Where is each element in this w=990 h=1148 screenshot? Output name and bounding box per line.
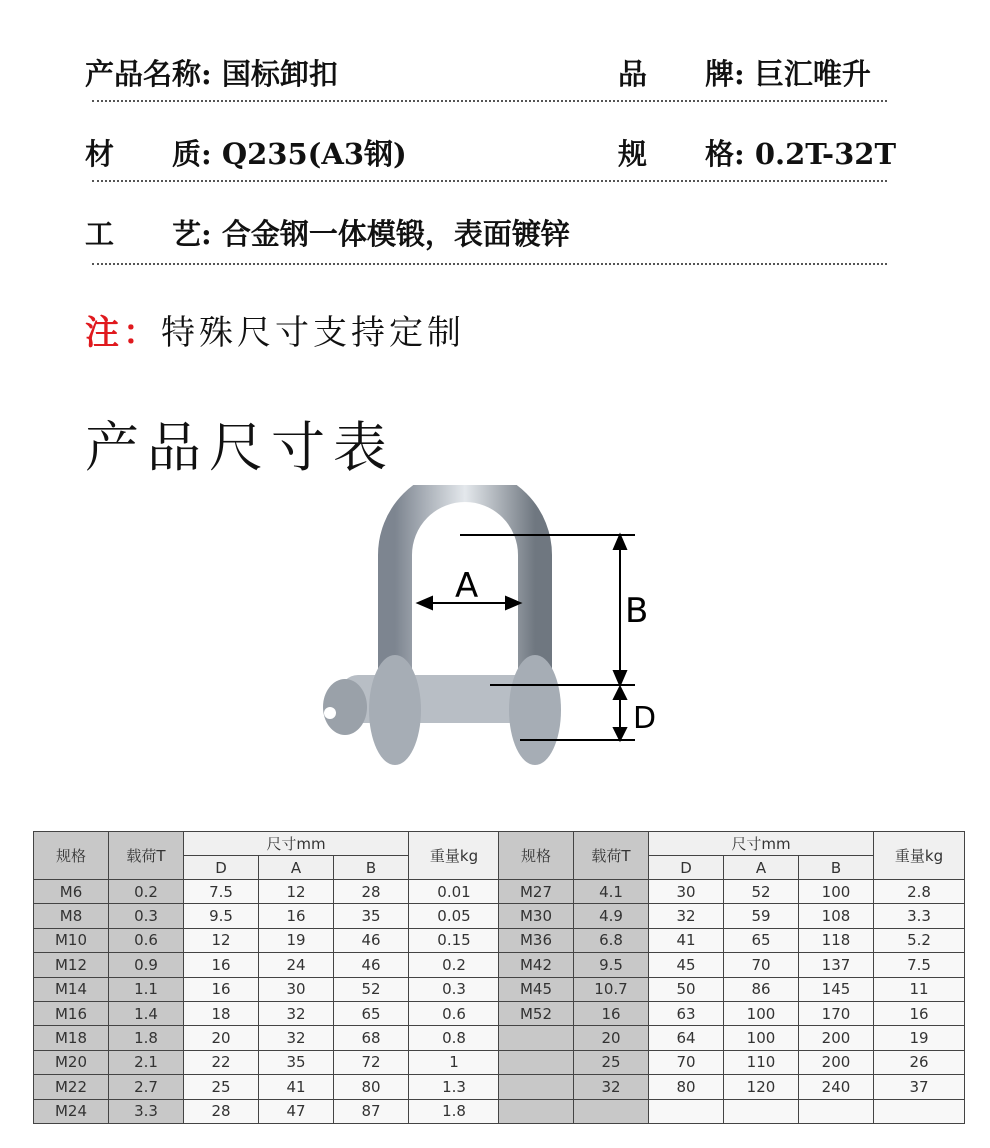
note xyxy=(85,305,465,354)
table-cell: 1.8 xyxy=(109,1026,184,1050)
table-row xyxy=(499,928,965,952)
pin-eye-icon xyxy=(323,679,367,735)
table-cell: 145 xyxy=(799,977,874,1001)
table-cell xyxy=(874,1099,965,1123)
table-cell: 0.3 xyxy=(409,977,500,1001)
table-cell: M42 xyxy=(499,953,574,977)
table-cell: M6 xyxy=(34,880,109,904)
table-cell: 18 xyxy=(184,1001,259,1025)
table-cell: 12 xyxy=(259,880,334,904)
table-row xyxy=(499,977,965,1001)
size-label: 规 格: xyxy=(618,137,745,171)
table-cell: 25 xyxy=(184,1075,259,1099)
note-text: 特殊尺寸支持定制 xyxy=(161,313,465,353)
table-cell: 0.3 xyxy=(109,904,184,928)
header-spec: 规格 xyxy=(34,832,109,880)
table-cell: M16 xyxy=(34,1001,109,1025)
table-row xyxy=(499,880,965,904)
table-cell: 47 xyxy=(259,1099,334,1123)
table-cell: 50 xyxy=(649,977,724,1001)
header-d: D xyxy=(649,856,724,880)
table-cell: 2.1 xyxy=(109,1050,184,1074)
table-cell: 4.9 xyxy=(574,904,649,928)
table-cell: 19 xyxy=(259,928,334,952)
size-table-left xyxy=(33,831,500,1124)
label-d: D xyxy=(633,701,657,736)
table-cell: 0.15 xyxy=(409,928,500,952)
table-cell: 25 xyxy=(574,1050,649,1074)
table-row xyxy=(34,1001,500,1025)
table-cell: 24 xyxy=(259,953,334,977)
table-cell: M20 xyxy=(34,1050,109,1074)
table-cell: 22 xyxy=(184,1050,259,1074)
table-cell: 45 xyxy=(649,953,724,977)
table-cell: 86 xyxy=(724,977,799,1001)
table-cell: 7.5 xyxy=(184,880,259,904)
table-cell: 64 xyxy=(649,1026,724,1050)
table-cell: 16 xyxy=(184,977,259,1001)
table-cell: 68 xyxy=(334,1026,409,1050)
table-cell: 0.2 xyxy=(409,953,500,977)
header-weight: 重量kg xyxy=(409,832,500,880)
table-cell: 46 xyxy=(334,928,409,952)
table-cell: 118 xyxy=(799,928,874,952)
name-value: 国标卸扣 xyxy=(221,57,338,91)
table-cell: 35 xyxy=(334,904,409,928)
spec-material xyxy=(85,132,407,173)
table-cell: M18 xyxy=(34,1026,109,1050)
table-row xyxy=(34,1050,500,1074)
table-row xyxy=(34,977,500,1001)
table-cell: 0.2 xyxy=(109,880,184,904)
table-cell: 16 xyxy=(574,1001,649,1025)
table-cell: 137 xyxy=(799,953,874,977)
table-cell: 200 xyxy=(799,1050,874,1074)
table-cell: 2.8 xyxy=(874,880,965,904)
label-b: B xyxy=(625,591,649,631)
table-cell: 11 xyxy=(874,977,965,1001)
table-row xyxy=(499,1099,965,1123)
table-cell xyxy=(499,1075,574,1099)
table-cell: 200 xyxy=(799,1026,874,1050)
size-table-right xyxy=(498,831,965,1124)
table-cell: 3.3 xyxy=(874,904,965,928)
table-cell: M10 xyxy=(34,928,109,952)
table-row xyxy=(34,904,500,928)
table-cell: 1.1 xyxy=(109,977,184,1001)
table-cell: 4.1 xyxy=(574,880,649,904)
table-row xyxy=(34,1099,500,1123)
table-cell: 120 xyxy=(724,1075,799,1099)
table-cell: 59 xyxy=(724,904,799,928)
divider xyxy=(92,263,887,265)
table-cell: 65 xyxy=(724,928,799,952)
table-cell: 6.8 xyxy=(574,928,649,952)
table-cell xyxy=(499,1099,574,1123)
spec-name xyxy=(85,52,338,93)
table-cell: 100 xyxy=(724,1001,799,1025)
spec-process xyxy=(85,212,570,253)
table-cell: 0.8 xyxy=(409,1026,500,1050)
material-label: 材 质: xyxy=(85,137,212,171)
note-label: 注： xyxy=(85,313,161,353)
table-cell: M52 xyxy=(499,1001,574,1025)
table-cell: 52 xyxy=(724,880,799,904)
table-row xyxy=(34,1075,500,1099)
table-cell: 80 xyxy=(649,1075,724,1099)
table-cell: 80 xyxy=(334,1075,409,1099)
table-cell: 9.5 xyxy=(574,953,649,977)
size-value: 0.2T-32T xyxy=(754,137,897,171)
name-label: 产品名称: xyxy=(85,57,212,91)
divider xyxy=(92,180,887,182)
header-load: 载荷T xyxy=(109,832,184,880)
table-row xyxy=(499,904,965,928)
table-cell: 0.6 xyxy=(409,1001,500,1025)
label-a: A xyxy=(455,566,479,606)
header-b: B xyxy=(334,856,409,880)
table-cell: 108 xyxy=(799,904,874,928)
table-cell: 0.9 xyxy=(109,953,184,977)
table-row xyxy=(34,953,500,977)
header-d: D xyxy=(184,856,259,880)
table-cell: 35 xyxy=(259,1050,334,1074)
table-cell xyxy=(724,1099,799,1123)
table-cell: M45 xyxy=(499,977,574,1001)
header-load: 载荷T xyxy=(574,832,649,880)
table-cell: M36 xyxy=(499,928,574,952)
table-cell: 87 xyxy=(334,1099,409,1123)
table-cell xyxy=(499,1050,574,1074)
table-cell: 0.01 xyxy=(409,880,500,904)
table-cell xyxy=(574,1099,649,1123)
table-cell: 0.6 xyxy=(109,928,184,952)
header-spec: 规格 xyxy=(499,832,574,880)
table-row xyxy=(34,928,500,952)
table-cell: 1 xyxy=(409,1050,500,1074)
table-cell: 0.05 xyxy=(409,904,500,928)
header-a: A xyxy=(259,856,334,880)
table-cell: M24 xyxy=(34,1099,109,1123)
table-cell: 70 xyxy=(724,953,799,977)
table-cell: 65 xyxy=(334,1001,409,1025)
table-cell: 32 xyxy=(649,904,724,928)
table-cell: 110 xyxy=(724,1050,799,1074)
spec-brand xyxy=(618,52,871,93)
table-cell: 5.2 xyxy=(874,928,965,952)
table-cell: 12 xyxy=(184,928,259,952)
table-cell: 9.5 xyxy=(184,904,259,928)
table-cell: 7.5 xyxy=(874,953,965,977)
material-value: Q235(A3钢) xyxy=(221,137,407,171)
table-cell xyxy=(499,1026,574,1050)
table-cell: 28 xyxy=(334,880,409,904)
table-cell: M12 xyxy=(34,953,109,977)
table-row xyxy=(499,1050,965,1074)
table-cell: M30 xyxy=(499,904,574,928)
table-cell: 26 xyxy=(874,1050,965,1074)
table-row xyxy=(499,953,965,977)
header-b: B xyxy=(799,856,874,880)
table-cell: 1.4 xyxy=(109,1001,184,1025)
table-cell: 170 xyxy=(799,1001,874,1025)
table-row xyxy=(499,1001,965,1025)
process-label: 工 艺: xyxy=(85,217,212,251)
table-cell: 100 xyxy=(724,1026,799,1050)
table-cell: 46 xyxy=(334,953,409,977)
brand-label: 品 牌: xyxy=(618,57,745,91)
table-cell: 1.3 xyxy=(409,1075,500,1099)
table-cell: 32 xyxy=(259,1001,334,1025)
table-row xyxy=(499,1075,965,1099)
table-cell: 41 xyxy=(649,928,724,952)
spec-size xyxy=(618,132,896,173)
table-cell: 28 xyxy=(184,1099,259,1123)
divider xyxy=(92,100,887,102)
table-cell: 70 xyxy=(649,1050,724,1074)
section-title: 产品尺寸表 xyxy=(85,416,395,479)
table-cell: M8 xyxy=(34,904,109,928)
table-cell: 30 xyxy=(649,880,724,904)
table-cell xyxy=(799,1099,874,1123)
process-value: 合金钢一体模锻，表面镀锌 xyxy=(221,217,570,251)
table-cell: 16 xyxy=(259,904,334,928)
table-cell: 2.7 xyxy=(109,1075,184,1099)
table-cell: 52 xyxy=(334,977,409,1001)
table-cell: 10.7 xyxy=(574,977,649,1001)
table-cell: M22 xyxy=(34,1075,109,1099)
table-cell: 20 xyxy=(184,1026,259,1050)
table-cell: 30 xyxy=(259,977,334,1001)
table-row xyxy=(34,1026,500,1050)
table-row xyxy=(34,880,500,904)
header-weight: 重量kg xyxy=(874,832,965,880)
table-cell: 72 xyxy=(334,1050,409,1074)
header-dims: 尺寸mm xyxy=(649,832,874,856)
table-cell: 16 xyxy=(184,953,259,977)
shackle-diagram xyxy=(300,485,680,785)
table-cell: 41 xyxy=(259,1075,334,1099)
table-cell: 1.8 xyxy=(409,1099,500,1123)
table-cell: 37 xyxy=(874,1075,965,1099)
table-row xyxy=(499,1026,965,1050)
header-a: A xyxy=(724,856,799,880)
table-cell: 32 xyxy=(574,1075,649,1099)
header-dims: 尺寸mm xyxy=(184,832,409,856)
table-cell: 3.3 xyxy=(109,1099,184,1123)
table-cell: 63 xyxy=(649,1001,724,1025)
table-cell: 19 xyxy=(874,1026,965,1050)
table-cell: 32 xyxy=(259,1026,334,1050)
table-cell: M14 xyxy=(34,977,109,1001)
table-cell: M27 xyxy=(499,880,574,904)
table-cell xyxy=(649,1099,724,1123)
brand-value: 巨汇唯升 xyxy=(754,57,871,91)
table-cell: 100 xyxy=(799,880,874,904)
table-cell: 20 xyxy=(574,1026,649,1050)
table-cell: 16 xyxy=(874,1001,965,1025)
table-cell: 240 xyxy=(799,1075,874,1099)
